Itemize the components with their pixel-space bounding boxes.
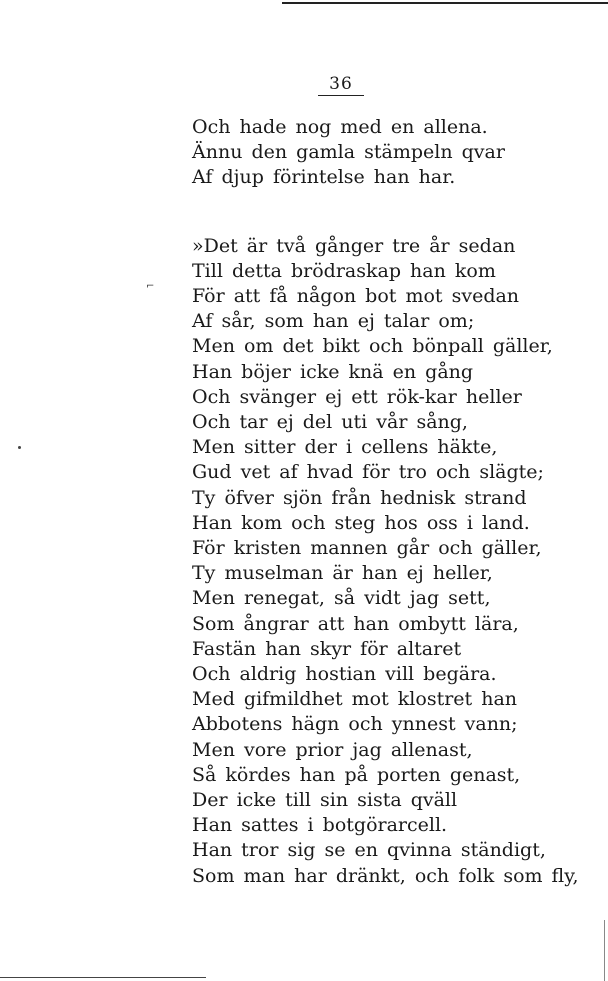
page-number: 36 <box>318 73 364 96</box>
bottom-rule <box>0 977 206 978</box>
poem-line: Ty öfver sjön från hednisk strand <box>192 486 527 509</box>
poem-text <box>192 115 582 889</box>
poem-line: För att få någon bot mot svedan <box>192 285 520 308</box>
poem-line: Der icke till sin sista qväll <box>192 789 458 812</box>
top-rule <box>282 2 608 4</box>
poem-line: Fastän han skyr för altaret <box>192 637 462 660</box>
poem-line: Gud vet af hvad för tro och slägte; <box>192 461 544 484</box>
poem-line: Men om det bikt och bönpall gäller, <box>192 335 553 358</box>
poem-line: Abbotens hägn och ynnest vann; <box>192 713 518 736</box>
poem-line: Och hade nog med en allena. <box>192 116 488 138</box>
poem-line: Af djup förintelse han har. <box>192 166 456 189</box>
poem-line: Han böjer icke knä en gång <box>192 360 474 383</box>
stray-ink-mark: ⌐ <box>146 281 155 292</box>
stanza-1 <box>192 115 582 191</box>
poem-line: Till detta brödraskap han kom <box>192 259 496 282</box>
poem-line: Ännu den gamla stämpeln qvar <box>192 141 505 164</box>
poem-line: Men sitter der i cellens häkte, <box>192 436 498 459</box>
poem-line: Och svänger ej ett rök-kar heller <box>192 385 522 408</box>
poem-line: »Det är två gånger tre år sedan <box>192 234 516 257</box>
poem-line: Han sattes i botgörarcell. <box>192 814 448 837</box>
poem-line: Så kördes han på porten genast, <box>192 763 521 786</box>
poem-line: Som ångrar att han ombytt lära, <box>192 612 519 635</box>
poem-line: Ty muselman är han ej heller, <box>192 562 493 585</box>
poem-line: Och tar ej del uti vår sång, <box>192 411 468 434</box>
stanza-gap <box>192 191 582 234</box>
poem-line: Med gifmildhet mot klostret han <box>192 688 518 711</box>
poem-line: Men vore prior jag allenast, <box>192 738 473 761</box>
poem-line: Af sår, som han ej talar om; <box>192 310 475 333</box>
poem-line: Som man har dränkt, och folk som fly, <box>192 864 579 887</box>
poem-line: Och aldrig hostian vill begära. <box>192 663 497 686</box>
stray-ink-dot <box>18 446 21 449</box>
poem-line: För kristen mannen går och gäller, <box>192 537 542 560</box>
page-edge-line <box>604 920 605 981</box>
poem-line: Han kom och steg hos oss i land. <box>192 511 530 534</box>
poem-line: Han tror sig se en qvinna ständigt, <box>192 839 546 862</box>
poem-line: Men renegat, så vidt jag sett, <box>192 587 491 610</box>
stanza-2 <box>192 234 582 889</box>
